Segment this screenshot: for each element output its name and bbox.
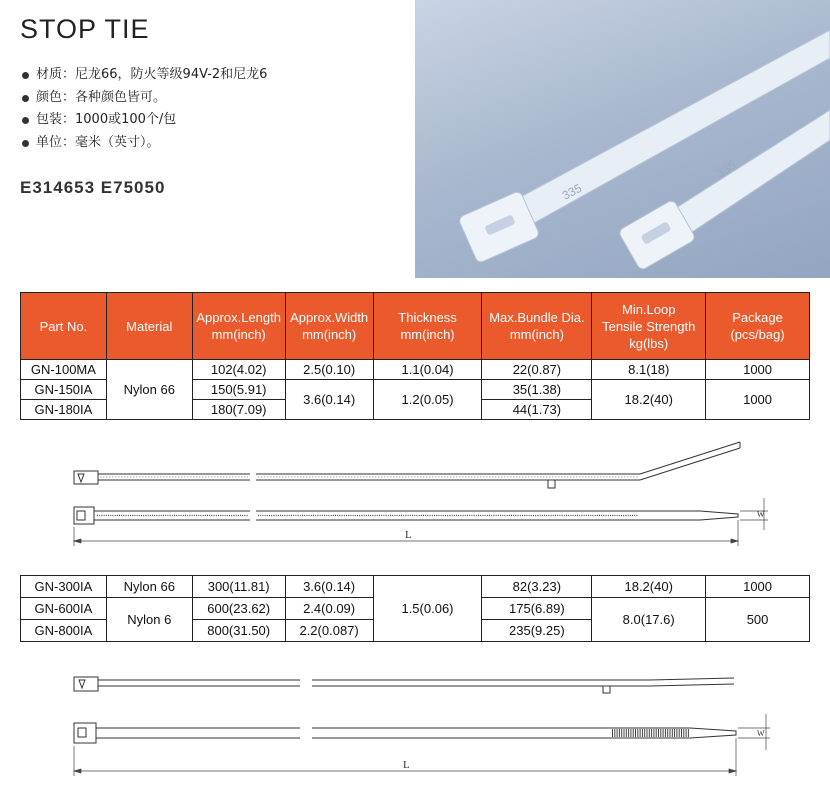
bullet-color: 颜色：各种颜色皆可。 <box>20 87 267 110</box>
length-cell: 300(11.81) <box>192 576 285 598</box>
tie-marking-2: 335 <box>714 157 739 181</box>
bundle-cell: 235(9.25) <box>482 620 592 642</box>
tensile-cell: 8.0(17.6) <box>592 598 706 642</box>
part-number: GN-100MA <box>21 360 107 380</box>
bundle-cell: 44(1.73) <box>482 400 592 420</box>
length-dimension-label-small: L <box>405 529 412 541</box>
header-part-no: Part No. <box>21 293 107 360</box>
package-cell: 1000 <box>706 576 810 598</box>
width-cell: 2.5(0.10) <box>285 360 373 380</box>
header-bundle: Max.Bundle Dia. mm(inch) <box>482 293 592 360</box>
tensile-cell: 18.2(40) <box>592 380 706 420</box>
length-cell: 180(7.09) <box>192 400 285 420</box>
package-cell: 1000 <box>706 380 810 420</box>
bundle-cell: 82(3.23) <box>482 576 592 598</box>
thickness-cell: 1.2(0.05) <box>373 380 482 420</box>
part-number: GN-300IA <box>21 576 107 598</box>
header-package: Package (pcs/bag) <box>706 293 810 360</box>
width-cell: 3.6(0.14) <box>285 576 373 598</box>
thickness-cell: 1.1(0.04) <box>373 360 482 380</box>
tensile-cell: 18.2(40) <box>592 576 706 598</box>
width-cell: 2.2(0.087) <box>285 620 373 642</box>
spec-table-large <box>20 575 810 642</box>
tensile-cell: 8.1(18) <box>592 360 706 380</box>
bundle-cell: 22(0.87) <box>482 360 592 380</box>
page-title: STOP TIE <box>20 14 150 44</box>
width-cell: 3.6(0.14) <box>285 380 373 420</box>
width-dimension-label-large: W <box>757 729 765 738</box>
bundle-cell: 35(1.38) <box>482 380 592 400</box>
header-material: Material <box>106 293 192 360</box>
tie-top-view-large <box>74 723 736 743</box>
length-cell: 600(23.62) <box>192 598 285 620</box>
header-length: Approx.Length mm(inch) <box>192 293 285 360</box>
bullet-unit: 单位：毫米（英寸）。 <box>20 132 267 155</box>
bundle-cell: 175(6.89) <box>482 598 592 620</box>
material-cell: Nylon 66 <box>106 360 192 420</box>
length-cell: 800(31.50) <box>192 620 285 642</box>
thickness-cell: 1.5(0.06) <box>373 576 482 642</box>
header-thickness: Thickness mm(inch) <box>373 293 482 360</box>
length-dimension-label-large: L <box>403 759 410 771</box>
package-cell: 1000 <box>706 360 810 380</box>
dimension-lines-small <box>74 498 768 546</box>
tie-side-view-large <box>74 677 734 693</box>
part-number: GN-800IA <box>21 620 107 642</box>
part-number: GN-180IA <box>21 400 107 420</box>
width-dimension-label-small: W <box>757 510 765 519</box>
bullet-package: 包装：1000或100个/包 <box>20 109 267 132</box>
header-width: Approx.Width mm(inch) <box>285 293 373 360</box>
material-cell: Nylon 66 <box>106 576 192 598</box>
tie-side-view-small <box>74 442 740 488</box>
package-cell: 500 <box>706 598 810 642</box>
table-row <box>21 576 810 598</box>
part-number: GN-150IA <box>21 380 107 400</box>
width-cell: 2.4(0.09) <box>285 598 373 620</box>
bullet-material: 材质：尼龙66，防火等级94V-2和尼龙6 <box>20 64 267 87</box>
tie-marking-1: 335 <box>559 180 585 203</box>
length-cell: 102(4.02) <box>192 360 285 380</box>
length-cell: 150(5.91) <box>192 380 285 400</box>
dimension-lines-large <box>74 714 770 776</box>
certification-codes: E314653 E75050 <box>20 178 166 197</box>
header-tensile: Min.Loop Tensile Strength kg(lbs) <box>592 293 706 360</box>
material-cell: Nylon 6 <box>106 598 192 642</box>
part-number: GN-600IA <box>21 598 107 620</box>
